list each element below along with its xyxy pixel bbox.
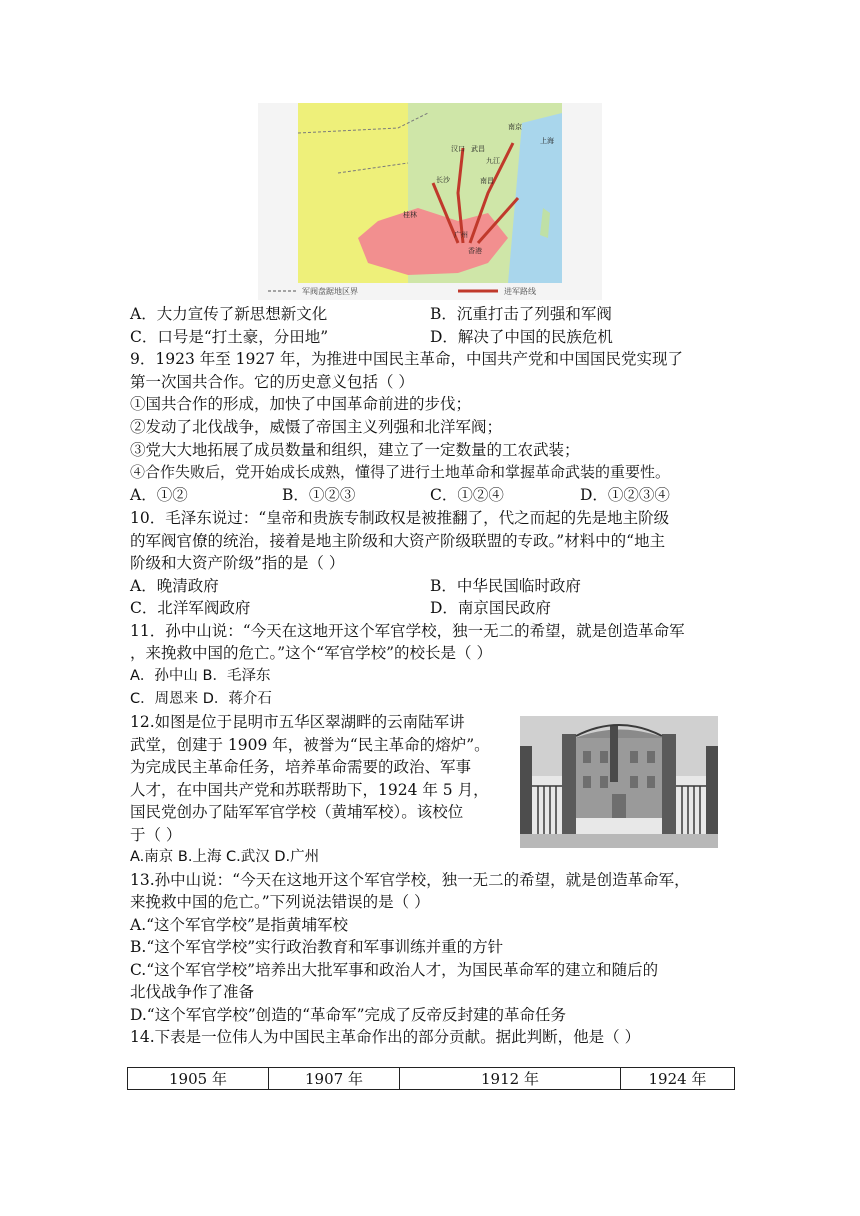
q11-stem-line2: ，来挽救中国的危亡。”这个“军官学校”的校长是（ ）: [130, 644, 492, 662]
q10-stem-line2: 的军阀官僚的统治，接着是地主阶级和大资产阶级联盟的专政。”材料中的“地主: [130, 532, 666, 550]
q13-option-d: D.“这个军官学校”创造的“革命军”完成了反帝反封建的革命任务: [130, 1006, 566, 1024]
q13-option-b: B.“这个军官学校”实行政治教育和军事训练并重的方针: [130, 938, 504, 956]
map-city-nanjing: 南京: [508, 124, 522, 131]
q12-line2: 武堂，创建于 1909 年，被誉为“民主革命的熔炉”。: [130, 736, 490, 754]
q12-line3: 为完成民主革命任务，培养革命需要的政治、军事: [130, 758, 472, 776]
map-city-hankou: 汉口: [451, 146, 465, 153]
map-city-guangzhou: 广州: [454, 232, 468, 239]
year-cell: 1905 年: [128, 1068, 269, 1090]
map-legend-route: 进军路线: [504, 287, 536, 296]
q12-line6: 于（ ）: [130, 826, 182, 844]
q9-option-c: C．①②④: [430, 486, 504, 504]
q10-option-b: B．中华民国临时政府: [430, 577, 581, 595]
map-city-nanchang: 南昌: [480, 178, 494, 185]
q11-options-cd: C．周恩来 D．蒋介石: [130, 691, 272, 707]
q13-stem-line1: 13.孙中山说：“今天在这地开这个军官学校，独一无二的希望，就是创造革命军，: [130, 871, 690, 889]
q9-stem-line2: 第一次国共合作。它的历史意义包括（ ）: [130, 373, 414, 391]
map-city-shanghai: 上海: [540, 138, 554, 145]
map-city-guilin: 桂林: [403, 212, 417, 219]
q9-stem-line1: 9．1923 年至 1927 年，为推进中国民主革命，中国共产党和中国国民党实现了: [130, 350, 684, 368]
q8-option-b: B．沉重打击了列强和军阀: [430, 305, 612, 323]
q12-line4: 人才，在中国共产党和苏联帮助下，1924 年 5 月，: [130, 781, 489, 799]
q12-line5: 国民党创办了陆军军官学校（黄埔军校）。该校位: [130, 803, 464, 821]
year-cell: 1907 年: [269, 1068, 400, 1090]
map-city-wuchang: 武昌: [471, 146, 485, 153]
q13-stem-line2: 来挽救中国的危亡。”下列说法错误的是（ ）: [130, 893, 430, 911]
q13-option-c-line1: C.“这个军官学校”培养出大批军事和政治人才，为国民革命军的建立和随后的: [130, 961, 659, 979]
q9-statement-3: ③党大大地拓展了成员数量和组织，建立了一定数量的工农武装；: [130, 441, 580, 459]
q10-option-a: A．晚清政府: [130, 577, 219, 595]
q11-options-ab: A．孙中山 B．毛泽东: [130, 668, 271, 684]
q10-stem-line3: 阶级和大资产阶级”指的是（ ）: [130, 554, 345, 572]
q9-option-b: B．①②③: [282, 486, 356, 504]
q10-stem-line1: 10．毛泽东说过：“皇帝和贵族专制政权是被推翻了，代之而起的先是地主阶级: [130, 509, 670, 527]
map-city-jiujiang: 九江: [486, 158, 500, 165]
q12-line1: 12.如图是位于昆明市五华区翠湖畔的云南陆军讲: [130, 713, 465, 731]
q8-option-a: A．大力宣传了新思想新文化: [130, 305, 328, 323]
map-legend-border: 军阀盘踞地区界: [302, 287, 358, 296]
q13-option-c-line2: 北伐战争作了准备: [130, 983, 255, 1001]
northern-expedition-map: [258, 103, 602, 300]
yunnan-military-academy-photo: [520, 716, 718, 848]
q10-option-d: D．南京国民政府: [430, 599, 551, 617]
q13-option-a: A.“这个军官学校”是指黄埔军校: [130, 916, 348, 934]
q8-option-d: D．解决了中国的民族危机: [430, 328, 613, 346]
q9-statement-2: ②发动了北伐战争，威慑了帝国主义列强和北洋军阀；: [130, 418, 503, 436]
q9-option-a: A．①②: [130, 486, 188, 504]
q8-option-c: C．口号是“打土豪，分田地”: [130, 328, 329, 346]
q10-option-c: C．北洋军阀政府: [130, 599, 251, 617]
year-cell: 1924 年: [621, 1068, 735, 1090]
table-row: [128, 1068, 735, 1090]
map-city-hongkong: 香港: [468, 248, 482, 255]
year-cell: 1912 年: [400, 1068, 621, 1090]
q11-stem-line1: 11．孙中山说：“今天在这地开这个军官学校，独一无二的希望，就是创造革命军: [130, 622, 685, 640]
q14-year-table: [127, 1067, 735, 1090]
q9-statement-1: ①国共合作的形成，加快了中国革命前进的步伐；: [130, 395, 472, 413]
q12-options: A.南京 B.上海 C.武汉 D.广州: [130, 849, 320, 865]
q14-stem: 14.下表是一位伟人为中国民主革命作出的部分贡献。据此判断，他是（ ）: [130, 1028, 641, 1046]
q9-statement-4: ④合作失败后，党开始成长成熟，懂得了进行土地革命和掌握革命武装的重要性。: [130, 463, 671, 481]
q9-option-d: D．①②③④: [580, 486, 670, 504]
map-city-changsha: 长沙: [436, 177, 450, 184]
